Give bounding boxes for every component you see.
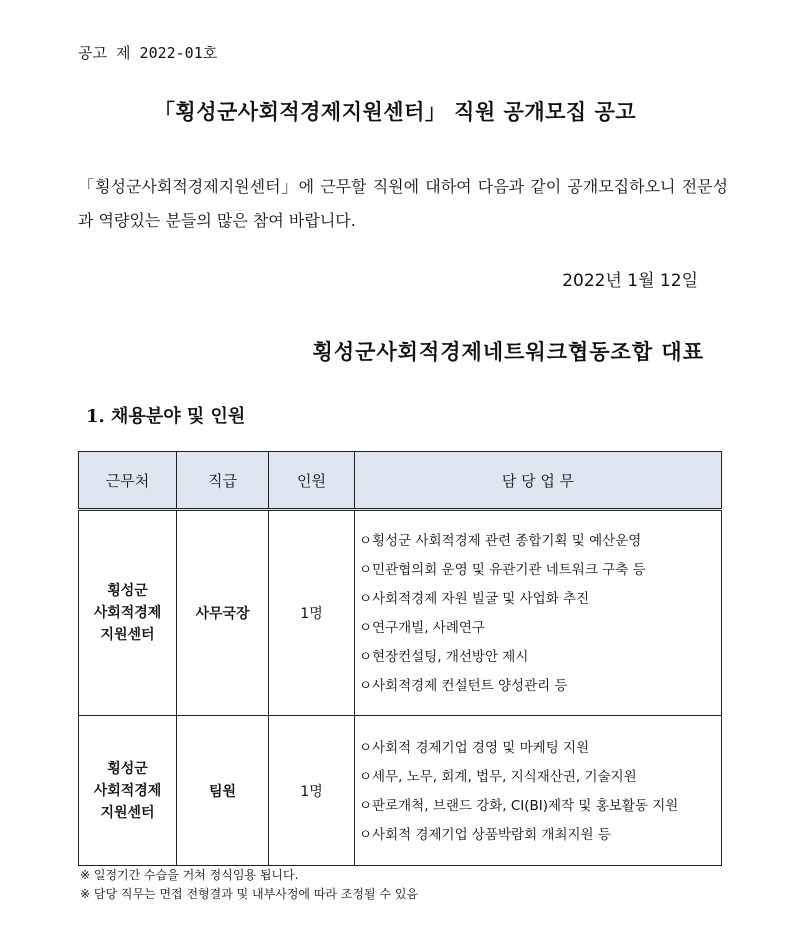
- header-count: 인원: [269, 452, 355, 510]
- place-line: 횡성군: [107, 760, 148, 777]
- duty-item: ㅇ세무, 노무, 회계, 법무, 지식재산권, 기술지원: [359, 768, 637, 785]
- count-cell: 1명: [269, 716, 355, 866]
- recruitment-table: [78, 451, 722, 866]
- duties-cell: [355, 716, 722, 866]
- duty-item: ㅇ판로개척, 브랜드 강화, CI(BI)제작 및 홍보활동 지원: [359, 797, 679, 814]
- duty-item: ㅇ민관협의회 운영 및 유관기관 네트워크 구축 등: [359, 562, 646, 578]
- duties-list: [359, 515, 720, 711]
- notice-number: 공고 제 2022-01호: [78, 44, 218, 62]
- header-grade: 직급: [177, 452, 269, 510]
- notice-date: 2022년 1월 12일: [562, 271, 698, 291]
- table-row: [79, 510, 722, 716]
- place-cell: [79, 716, 177, 866]
- page-title: 「횡성군사회적경제지원센터」 직원 공개모집 공고: [153, 99, 637, 124]
- duties-cell: [355, 510, 722, 716]
- place-line: 지원센터: [100, 804, 155, 821]
- grade-cell: 팀원: [177, 716, 269, 866]
- table-row: [79, 716, 722, 866]
- footnote: ※ 담당 직무는 면접 전형결과 및 내부사정에 따라 조정될 수 있음: [80, 887, 419, 901]
- place-line: 지원센터: [100, 627, 155, 643]
- place-line: 횡성군: [107, 583, 148, 599]
- place-cell: [79, 510, 177, 716]
- duty-item: ㅇ사회적경제 컨설턴트 양성관리 등: [359, 678, 568, 694]
- duty-item: ㅇ횡성군 사회적경제 관련 종합기획 및 예산운영: [359, 533, 642, 549]
- header-duties: 담 당 업 무: [355, 452, 722, 510]
- place-line: 사회적경제: [93, 782, 162, 799]
- footnote: ※ 일정기간 수습을 거쳐 정식임용 됩니다.: [80, 868, 299, 882]
- footnotes: [80, 866, 418, 904]
- duty-item: ㅇ사회적 경제기업 경영 및 마케팅 지원: [359, 739, 590, 756]
- duty-item: ㅇ연구개빌, 사례연구: [359, 620, 485, 636]
- duties-list: [359, 722, 720, 860]
- intro-paragraph: 「횡성군사회적경제지원센터」에 근무할 직원에 대하여 다음과 같이 공개모집하오니 전문성과 역량있는 분들의 많은 참여 바랍니다.: [78, 177, 728, 230]
- place-line: 사회적경제: [93, 605, 162, 621]
- section-title: 1. 채용분야 및 인원: [86, 406, 246, 427]
- organization-signature: 횡성군사회적경제네트워크협동조합 대표: [312, 339, 704, 364]
- duty-item: ㅇ사회적 경제기업 상품박람회 개최지원 등: [359, 826, 611, 843]
- duty-item: ㅇ사회적경제 자원 빌굴 및 사업화 추진: [359, 591, 590, 607]
- grade-cell: 사무국장: [177, 510, 269, 716]
- header-place: 근무처: [79, 452, 177, 510]
- table-header-row: [79, 452, 722, 510]
- duty-item: ㅇ현장컨설팅, 개선방안 제시: [359, 649, 529, 665]
- count-cell: 1명: [269, 510, 355, 716]
